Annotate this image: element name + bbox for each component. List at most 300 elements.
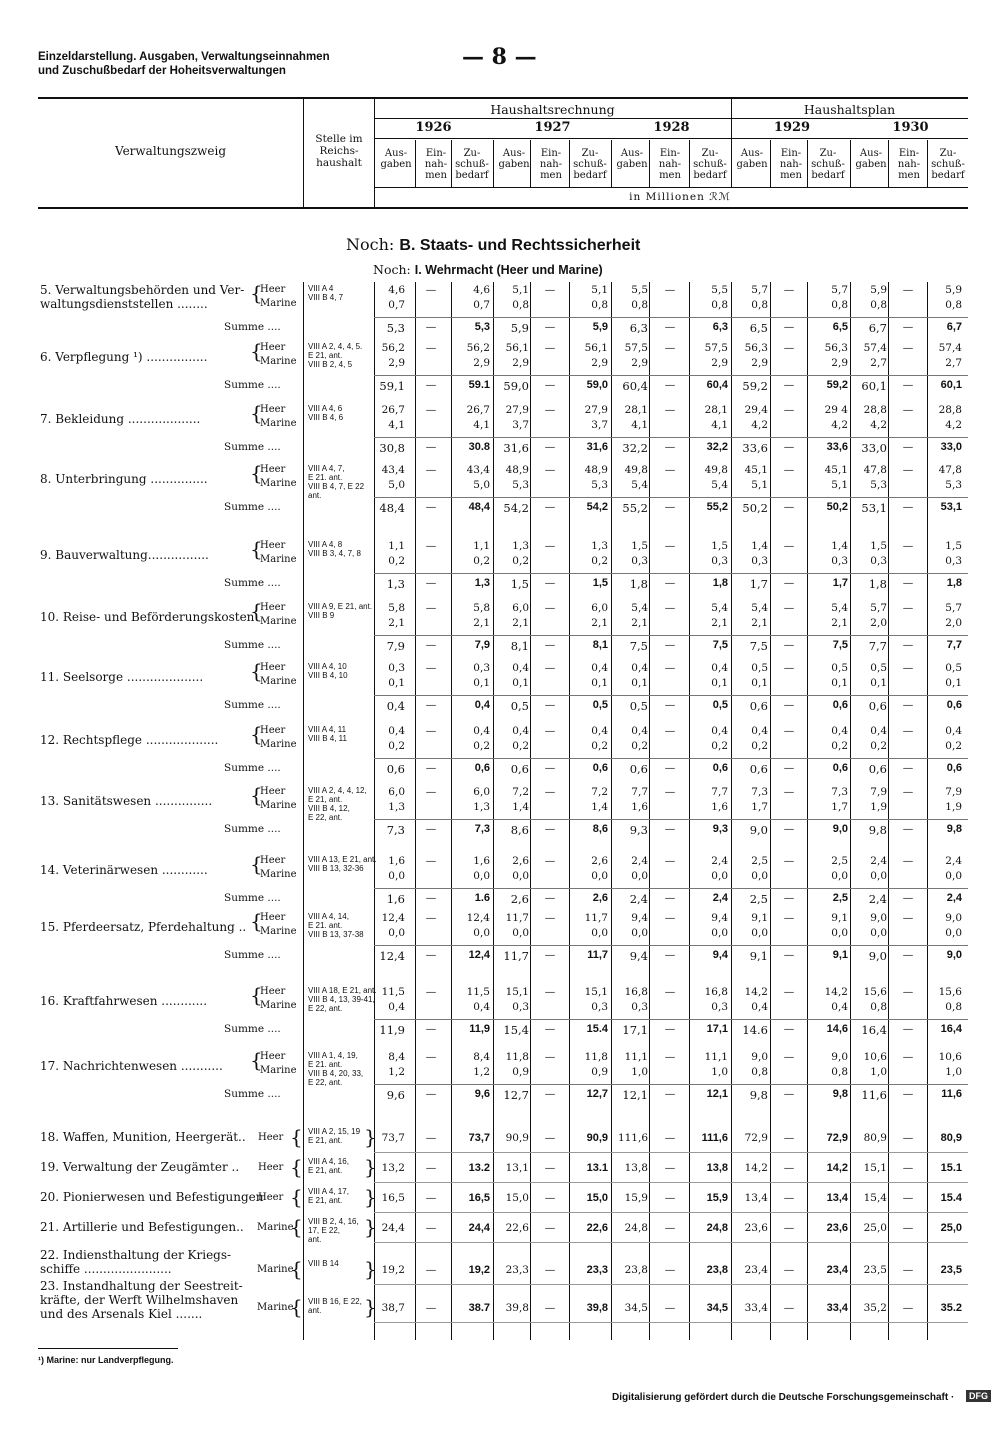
row-11-marine-zuschuss: 0,1 [473,677,490,689]
header-year-1926: 1926 [415,120,452,135]
row-5-heer-ausgaben: 5,1 [512,284,529,296]
header-rule-bottom [38,207,968,209]
row-6-brace: { [250,339,263,363]
row-18-ausgaben: 111,6 [617,1132,648,1144]
row-19-ausgaben: 13,8 [624,1162,648,1174]
row-17-heer-zuschuss: 10,6 [938,1051,962,1063]
row-7-sub-marine: Marine [260,418,297,429]
row-10-summe-zuschuss: 7,5 [832,639,848,651]
row-5-heer-ausgaben: 5,9 [870,284,887,296]
row-10-heer-ausgaben: 5,8 [388,602,405,614]
row-8-heer-zuschuss: 45,1 [824,464,848,476]
row-17-marine-zuschuss: 0,9 [591,1066,608,1078]
row-17-heer-einnahmen-dash: — [664,1051,676,1063]
row-5-summe-ausgaben: 5,3 [386,321,405,335]
row-8-summe-zuschuss: 48,4 [468,501,490,513]
row-10-summe-ausgaben: 7,5 [749,639,768,653]
row-10-marine-zuschuss: 2,1 [473,617,490,629]
row-5-summe-zuschuss: 5,9 [592,321,608,333]
row-12-marine-zuschuss: 0,2 [831,740,848,752]
row-10-heer-ausgaben: 5,4 [751,602,768,614]
row-7-summe-einnahmen-dash: — [544,441,556,453]
row-17-heer-zuschuss: 11,8 [584,1051,608,1063]
row-5-ref: VIII B 4, 7 [308,293,344,302]
row-17-heer-ausgaben: 9,0 [751,1051,768,1063]
row-19-einnahmen-dash: — [544,1162,556,1174]
row-14-summe-einnahmen-dash: — [902,892,914,904]
row-17-marine-zuschuss: 1,0 [711,1066,728,1078]
row-9-marine-ausgaben: 0,3 [751,555,768,567]
row-8-summe-ausgaben: 54,2 [503,501,529,515]
row-22-zuschuss: 19,2 [468,1264,490,1276]
row-16-heer-zuschuss: 11,5 [466,986,490,998]
row-23-einnahmen-dash: — [902,1302,914,1314]
row-12-heer-einnahmen-dash: — [902,725,914,737]
row-22-zuschuss: 23,3 [586,1264,608,1276]
row-14-heer-zuschuss: 2,4 [711,855,728,867]
row-7-heer-ausgaben: 29,4 [744,404,768,416]
row-8-summe-einnahmen-dash: — [783,501,795,513]
row-17-heer-ausgaben: 11,8 [505,1051,529,1063]
row-17-heer-zuschuss: 11,1 [704,1051,728,1063]
row-7-heer-einnahmen-dash: — [783,404,795,416]
row-11-summe-zuschuss: 0,5 [592,699,608,711]
row-12-brace: { [250,722,263,746]
row-5-heer-einnahmen-dash: — [664,284,676,296]
row-7-marine-zuschuss: 4,1 [711,419,728,431]
row-15-heer-zuschuss: 9,1 [831,912,848,924]
row-15-heer-zuschuss: 12,4 [466,912,490,924]
row-16-summe-ausgaben: 16,4 [861,1023,887,1037]
row-17-summe-ausgaben: 9,8 [749,1088,768,1102]
row-9-summe-ausgaben: 1,8 [629,577,648,591]
row-15-summe-label: Summe .... [224,949,281,961]
row-17-heer-einnahmen-dash: — [902,1051,914,1063]
row-10-sub-heer: Heer [260,602,286,613]
row-11-summe-einnahmen-dash: — [783,699,795,711]
row-15-summe-zuschuss: 9,4 [712,949,728,961]
row-14-summe-einnahmen-dash: — [783,892,795,904]
header-subcol: Ein- nah- men [424,148,448,181]
row-11-marine-zuschuss: 0,1 [945,677,962,689]
header-subcol-rule [731,140,732,187]
row-5-heer-ausgaben: 5,7 [751,284,768,296]
row-14-marine-zuschuss: 0,0 [591,870,608,882]
row-15-ref: VIII A 4, 14, [308,912,349,921]
row-5-summe-einnahmen-dash: — [544,321,556,333]
header-rule-years [374,138,968,139]
header-subcol: Ein- nah- men [658,148,682,181]
row-6-summe-zuschuss: 59.1 [468,379,490,391]
row-9-summe-zuschuss: 1,7 [832,577,848,589]
row-6-heer-zuschuss: 56,2 [466,342,490,354]
row-21-einnahmen-dash: — [544,1222,556,1234]
header-subcol-rule [451,140,452,187]
row-19-ref: VIII A 4, 16, [308,1157,349,1166]
header-subcol-rule [493,140,494,187]
row-15-sub-marine: Marine [260,926,297,937]
row-19-zuschuss: 13.2 [468,1162,490,1174]
row-12-heer-ausgaben: 0,4 [870,725,887,737]
row-10-summe-zuschuss: 7,9 [474,639,490,651]
row-12-marine-zuschuss: 0,2 [473,740,490,752]
row-18-zuschuss: 72,9 [826,1132,848,1144]
row-20-brace: { [290,1185,303,1209]
row-8-heer-einnahmen-dash: — [425,464,437,476]
row-5-sub-marine: Marine [260,298,297,309]
row-11-heer-zuschuss: 0,4 [591,662,608,674]
row-9-marine-ausgaben: 0,2 [512,555,529,567]
row-8-ref: ant. [308,491,322,500]
row-15-heer-ausgaben: 9,4 [631,912,648,924]
header-subcol: Aus- gaben [855,148,887,170]
row-21-ref: 17, E 22, [308,1226,341,1235]
row-6-sub-marine: Marine [260,356,297,367]
row-17-marine-ausgaben: 1,0 [870,1066,887,1078]
row-8-heer-ausgaben: 48,9 [505,464,529,476]
row-15-summe-ausgaben: 12,4 [379,949,405,963]
row-13-heer-einnahmen-dash: — [544,786,556,798]
row-23-sub: Marine [257,1302,294,1313]
row-8-ref: VIII B 4, 7, E 22 [308,482,365,491]
row-23-einnahmen-dash: — [664,1302,676,1314]
row-16-heer-ausgaben: 11,5 [381,986,405,998]
row-22-label: 22. Indiensthaltung der Kriegs- [40,1248,232,1262]
row-19-einnahmen-dash: — [902,1162,914,1174]
row-16-ref: VIII A 18, E 21, ant. [308,986,377,995]
row-8-heer-ausgaben: 49,8 [624,464,648,476]
row-10-marine-zuschuss: 2,1 [591,617,608,629]
row-16-summe-zuschuss: 16,4 [940,1023,962,1035]
row-9-marine-ausgaben: 0,3 [631,555,648,567]
row-14-heer-einnahmen-dash: — [425,855,437,867]
row-17-sub-heer: Heer [260,1051,286,1062]
row-18-ausgaben: 72,9 [744,1132,768,1144]
row-12-heer-ausgaben: 0,4 [631,725,648,737]
row-16-sub-heer: Heer [260,986,286,997]
row-6-ref: VIII A 2, 4, 4, 5. [308,342,363,351]
row-15-summe-ausgaben: 9,4 [629,949,648,963]
row-17-sub-marine: Marine [260,1065,297,1076]
row-20-ref: VIII A 4, 17, [308,1187,349,1196]
row-8-marine-zuschuss: 5,4 [711,479,728,491]
row-9-summe-zuschuss: 1,5 [592,577,608,589]
row-14-summe-label: Summe .... [224,892,281,904]
row-13-summe-zuschuss: 8,6 [592,823,608,835]
row-20-zuschuss: 13,4 [826,1192,848,1204]
row-6-summe-einnahmen-dash: — [544,379,556,391]
row-8-summe-zuschuss: 55,2 [706,501,728,513]
row-15-heer-einnahmen-dash: — [902,912,914,924]
row-12-sub-marine: Marine [260,739,297,750]
row-6-summe-zuschuss: 59,2 [826,379,848,391]
row-5-summe-ausgaben: 6,7 [868,321,887,335]
row-11-marine-ausgaben: 0,1 [870,677,887,689]
header-units: in Millionen ℛℳ [629,191,731,203]
row-7-heer-zuschuss: 26,7 [466,404,490,416]
row-7-label: 7. Bekleidung ................... [40,412,201,426]
row-5-summe-zuschuss: 6,3 [712,321,728,333]
row-21-zuschuss: 24,4 [468,1222,490,1234]
row-17-summe-zuschuss: 11,6 [941,1088,962,1100]
row-5-summe-zuschuss: 6,7 [946,321,962,333]
row-7-ref: VIII B 4, 6 [308,413,344,422]
row-5-heer-zuschuss: 5,7 [831,284,848,296]
row-6-marine-ausgaben: 2,9 [631,357,648,369]
row-10-ref: VIII A 9, E 21, ant. [308,602,373,611]
row-16-heer-zuschuss: 16,8 [704,986,728,998]
row-9-heer-ausgaben: 1,4 [751,540,768,552]
row-16-summe-einnahmen-dash: — [664,1023,676,1035]
row-18-sub: Heer [258,1132,284,1143]
row-21-zuschuss: 25,0 [940,1222,962,1234]
header-subcol: Zu- schuß- bedarf [573,148,607,181]
row-10-marine-ausgaben: 2,1 [751,617,768,629]
row-13-heer-ausgaben: 7,9 [870,786,887,798]
row-14-summe-ausgaben: 2,5 [749,892,768,906]
row-6-summe-ausgaben: 59,2 [742,379,768,393]
row-7-summe-zuschuss: 31,6 [586,441,608,453]
row-16-marine-ausgaben: 0,4 [388,1001,405,1013]
row-23-ausgaben: 38,7 [381,1302,405,1314]
row-9-summe-einnahmen-dash: — [783,577,795,589]
page-header [38,50,330,78]
row-9-summe-ausgaben: 1,3 [386,577,405,591]
row-17-summe-einnahmen-dash: — [902,1088,914,1100]
row-9-marine-zuschuss: 0,3 [831,555,848,567]
header-subcol: Aus- gaben [498,148,530,170]
row-21-ausgaben: 22,6 [505,1222,529,1234]
row-15-summe-einnahmen-dash: — [783,949,795,961]
row-6-summe-einnahmen-dash: — [425,379,437,391]
row-10-summe-zuschuss: 7,5 [712,639,728,651]
row-15-heer-ausgaben: 12,4 [381,912,405,924]
row-23-ausgaben: 39,8 [505,1302,529,1314]
row-16-ref: VIII B 4, 13, 39-41, [308,995,375,1004]
subsection-prefix: Noch: [373,262,411,277]
row-9-brace: { [250,537,263,561]
row-8-heer-ausgaben: 43,4 [381,464,405,476]
header-year-1928: 1928 [653,120,690,135]
row-14-marine-zuschuss: 0,0 [711,870,728,882]
header-subcol: Zu- schuß- bedarf [693,148,727,181]
row-9-summe-einnahmen-dash: — [425,577,437,589]
row-16-heer-einnahmen-dash: — [544,986,556,998]
row-12-summe-zuschuss: 0,6 [474,762,490,774]
row-13-summe-ausgaben: 7,3 [386,823,405,837]
row-12-summe-zuschuss: 0,6 [592,762,608,774]
row-16-summe-einnahmen-dash: — [425,1023,437,1035]
row-10-summe-zuschuss: 8,1 [592,639,608,651]
row-9-heer-einnahmen-dash: — [664,540,676,552]
row-7-summe-einnahmen-dash: — [902,441,914,453]
row-8-marine-zuschuss: 5,3 [591,479,608,491]
row-10-heer-zuschuss: 5,4 [831,602,848,614]
row-6-heer-zuschuss: 57,4 [938,342,962,354]
row-18-brace: { [290,1125,303,1149]
row-13-ref: E 21, ant. [308,795,343,804]
row-9-summe-ausgaben: 1,7 [749,577,768,591]
row-12-sub-heer: Heer [260,725,286,736]
row-7-summe-label: Summe .... [224,441,281,453]
row-10-summe-einnahmen-dash: — [902,639,914,651]
row-15-marine-ausgaben: 0,0 [870,927,887,939]
row-12-ref: VIII B 4, 11 [308,734,347,743]
row-11-summe-ausgaben: 0,4 [386,699,405,713]
row-11-sub-marine: Marine [260,676,297,687]
row-23-zuschuss: 34,5 [706,1302,728,1314]
row-10-heer-ausgaben: 5,7 [870,602,887,614]
row-17-summe-einnahmen-dash: — [425,1088,437,1100]
row-12-heer-zuschuss: 0,4 [945,725,962,737]
row-16-marine-zuschuss: 0,8 [945,1001,962,1013]
row-10-summe-ausgaben: 7,9 [386,639,405,653]
row-14-marine-ausgaben: 0,0 [751,870,768,882]
row-6-ref: E 21, ant. [308,351,343,360]
row-19-einnahmen-dash: — [425,1162,437,1174]
row-16-heer-zuschuss: 15,6 [938,986,962,998]
row-5-heer-einnahmen-dash: — [902,284,914,296]
row-21-label: 21. Artillerie und Befestigungen.. [40,1220,244,1234]
row-14-heer-einnahmen-dash: — [664,855,676,867]
row-13-summe-zuschuss: 7,3 [474,823,490,835]
row-12-marine-ausgaben: 0,2 [388,740,405,752]
row-5-label: 5. Verwaltungsbehörden und Ver- [40,283,245,297]
row-19-ref: E 21, ant. [308,1166,343,1175]
row-17-heer-zuschuss: 8,4 [473,1051,490,1063]
row-19-zuschuss: 14,2 [826,1162,848,1174]
row-8-label: 8. Unterbringung ............... [40,472,208,486]
row-11-heer-einnahmen-dash: — [783,662,795,674]
row-12-heer-ausgaben: 0,4 [751,725,768,737]
row-8-marine-ausgaben: 5,1 [751,479,768,491]
row-11-marine-ausgaben: 0,1 [388,677,405,689]
row-23-einnahmen-dash: — [783,1302,795,1314]
row-18-label: 18. Waffen, Munition, Heergerät.. [40,1130,246,1144]
row-8-summe-zuschuss: 54,2 [586,501,608,513]
header-subcol-rule [850,140,851,187]
row-7-heer-einnahmen-dash: — [425,404,437,416]
row-14-sub-marine: Marine [260,869,297,880]
row-17-summe-ausgaben: 12,7 [503,1088,529,1102]
row-10-heer-ausgaben: 6,0 [512,602,529,614]
row-20-ref: E 21, ant. [308,1196,343,1205]
row-5-summe-einnahmen-dash: — [425,321,437,333]
row-8-heer-einnahmen-dash: — [664,464,676,476]
row-19-sub: Heer [258,1162,284,1173]
row-8-marine-ausgaben: 5,3 [512,479,529,491]
row-9-marine-zuschuss: 0,2 [473,555,490,567]
row-7-marine-zuschuss: 4,2 [831,419,848,431]
row-23-ausgaben: 34,5 [624,1302,648,1314]
row-9-heer-zuschuss: 1,5 [711,540,728,552]
row-11-summe-label: Summe .... [224,699,281,711]
row-11-heer-einnahmen-dash: — [425,662,437,674]
row-17-ref: E 22, ant. [308,1078,343,1087]
row-15-heer-zuschuss: 9,4 [711,912,728,924]
row-12-marine-ausgaben: 0,2 [512,740,529,752]
dfg-logo: DFG [966,1390,991,1402]
row-13-marine-zuschuss: 1,4 [591,801,608,813]
row-7-summe-zuschuss: 33,0 [940,441,962,453]
row-17-brace: { [250,1048,263,1072]
row-9-summe-zuschuss: 1,8 [946,577,962,589]
row-18-einnahmen-dash: — [664,1132,676,1144]
row-14-summe-einnahmen-dash: — [664,892,676,904]
row-12-summe-rule [374,758,968,759]
row-15-marine-zuschuss: 0,0 [473,927,490,939]
row-19-brace: { [290,1155,303,1179]
row-6-summe-ausgaben: 60,4 [622,379,648,393]
row-17-summe-rule [374,1084,968,1085]
row-11-summe-einnahmen-dash: — [544,699,556,711]
row-8-ref: E 21. ant. [308,473,343,482]
row-7-heer-ausgaben: 27,9 [505,404,529,416]
row-13-summe-ausgaben: 9,3 [629,823,648,837]
header-vrule-stelle [303,97,304,207]
row-12-summe-einnahmen-dash: — [544,762,556,774]
row-6-heer-einnahmen-dash: — [902,342,914,354]
row-10-heer-einnahmen-dash: — [783,602,795,614]
row-11-summe-ausgaben: 0,5 [629,699,648,713]
row-7-heer-einnahmen-dash: — [664,404,676,416]
row-16-marine-ausgaben: 0,4 [751,1001,768,1013]
row-11-summe-zuschuss: 0,6 [832,699,848,711]
row-16-marine-ausgaben: 0,3 [512,1001,529,1013]
row-5-marine-zuschuss: 0,8 [591,299,608,311]
row-7-summe-ausgaben: 33,0 [861,441,887,455]
row-12-marine-zuschuss: 0,2 [945,740,962,752]
row-14-heer-ausgaben: 2,4 [870,855,887,867]
header-year-1927: 1927 [534,120,571,135]
header-subcol: Zu- schuß- bedarf [811,148,845,181]
row-16-heer-ausgaben: 16,8 [624,986,648,998]
row-7-marine-zuschuss: 4,2 [945,419,962,431]
row-12-summe-einnahmen-dash: — [783,762,795,774]
row-6-summe-einnahmen-dash: — [664,379,676,391]
row-13-summe-ausgaben: 8,6 [510,823,529,837]
row-13-sub-marine: Marine [260,800,297,811]
subsection-title-text: I. Wehrmacht (Heer und Marine) [414,263,603,277]
row-15-marine-zuschuss: 0,0 [945,927,962,939]
row-14-heer-einnahmen-dash: — [783,855,795,867]
row-13-heer-zuschuss: 7,3 [831,786,848,798]
row-11-heer-einnahmen-dash: — [902,662,914,674]
row-22-ausgaben: 23,5 [863,1264,887,1276]
row-18-einnahmen-dash: — [544,1132,556,1144]
row-12-summe-ausgaben: 0,6 [510,762,529,776]
row-8-heer-zuschuss: 49,8 [704,464,728,476]
header-subcol: Ein- nah- men [779,148,803,181]
header-subcol-rule [807,140,808,187]
row-5-marine-ausgaben: 0,8 [870,299,887,311]
row-12-heer-zuschuss: 0,4 [711,725,728,737]
row-20-einnahmen-dash: — [664,1192,676,1204]
row-22-einnahmen-dash: — [902,1264,914,1276]
row-13-heer-zuschuss: 6,0 [473,786,490,798]
row-13-heer-zuschuss: 7,9 [945,786,962,798]
row-22-rule [374,1284,968,1285]
row-14-heer-zuschuss: 2,4 [945,855,962,867]
row-12-summe-einnahmen-dash: — [425,762,437,774]
row-6-summe-zuschuss: 60,4 [706,379,728,391]
row-11-summe-rule [374,695,968,696]
row-9-summe-einnahmen-dash: — [664,577,676,589]
row-15-label: 15. Pferdeersatz, Pferdehaltung .. [40,920,247,934]
row-20-zuschuss: 16,5 [468,1192,490,1204]
row-11-summe-zuschuss: 0,6 [946,699,962,711]
digitization-credit: Digitalisierung gefördert durch die Deutsche Forschungsgemeinschaft · [612,1392,955,1403]
